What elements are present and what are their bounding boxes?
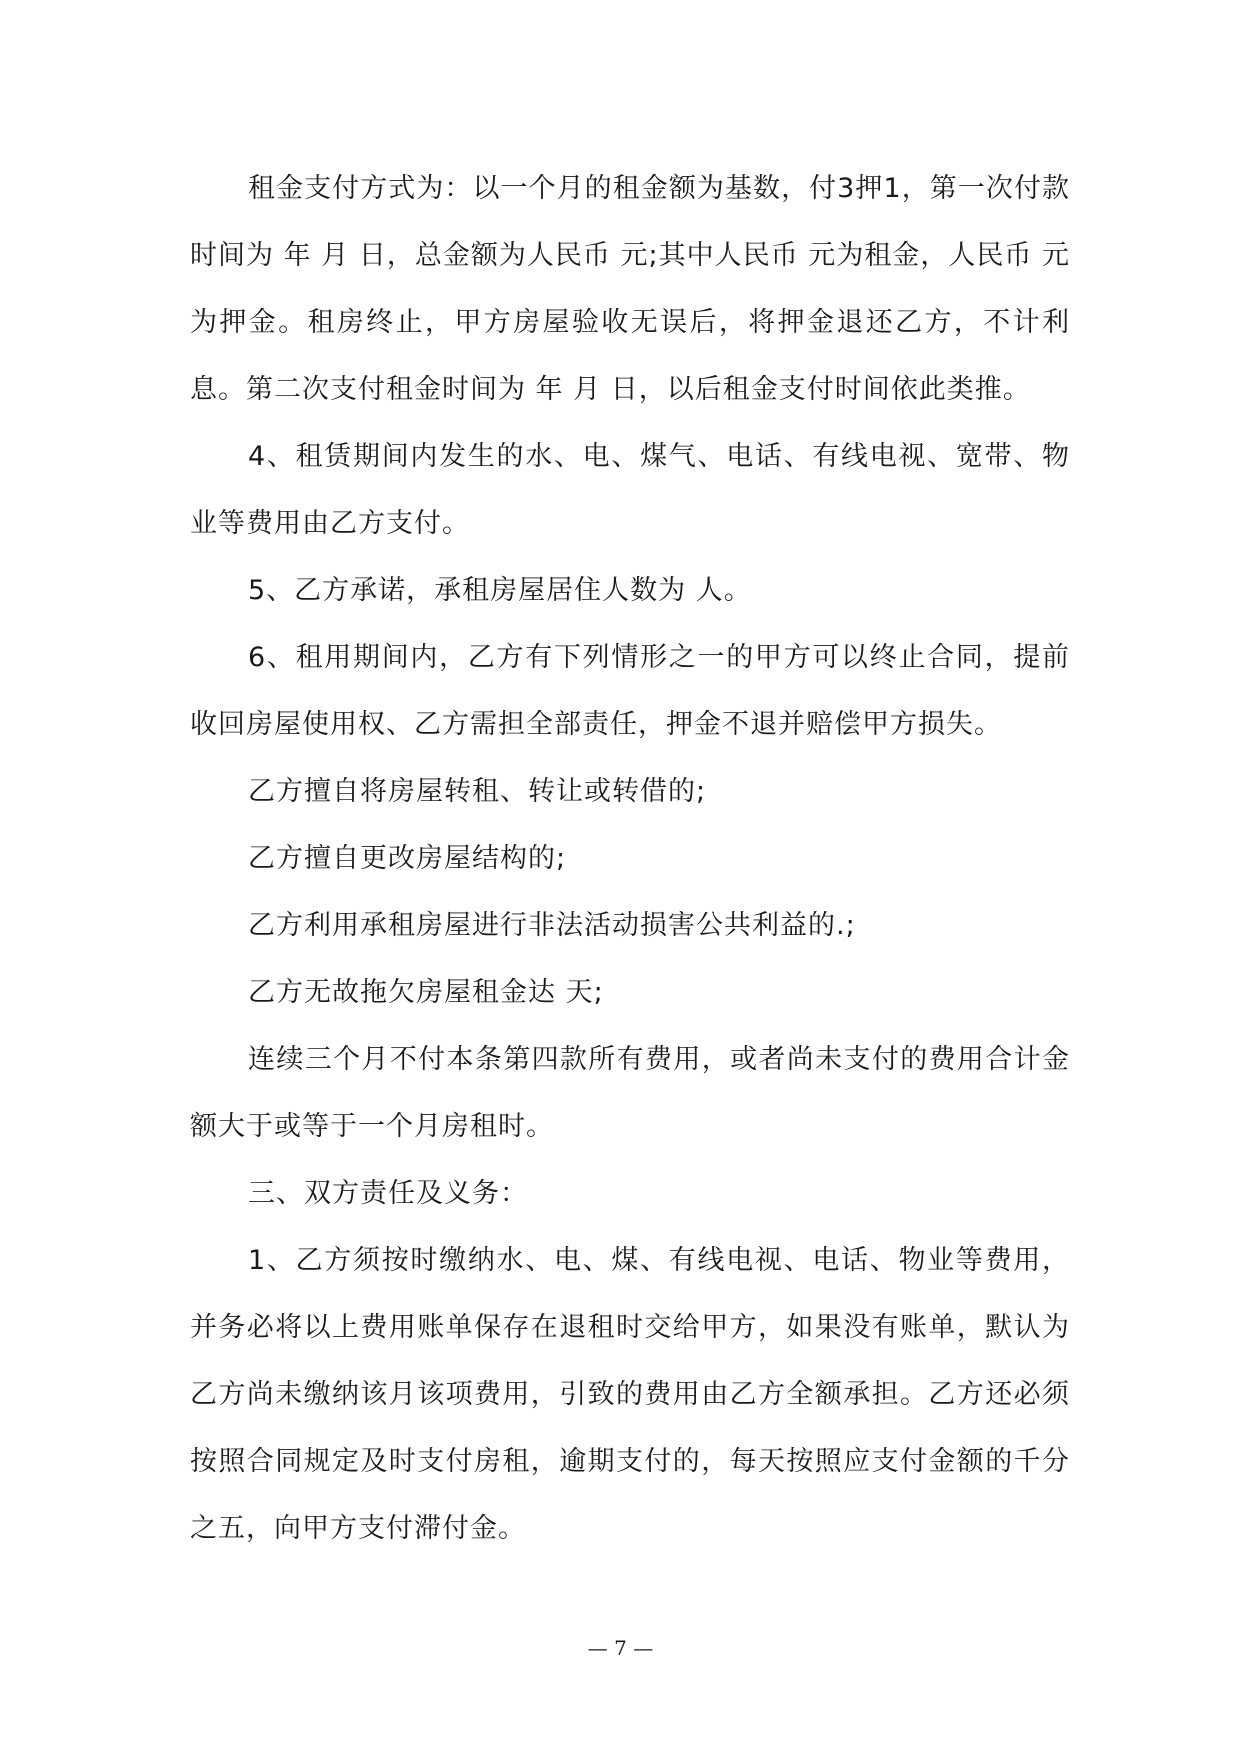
paragraph-illegal-use: 乙方利用承租房屋进行非法活动损害公共利益的.;	[248, 910, 856, 941]
page-number: — 7 —	[587, 1636, 654, 1660]
paragraph-structure-change: 乙方擅自更改房屋结构的;	[248, 843, 567, 874]
paragraph-rent-payment: 租金支付方式为：以一个月的租金额为基数，付3押1，第一次付款时间为 年 月 日，总金额为人民币 元;其中人民币 元为租金，人民币 元为押金。租房终止，甲方房屋验收无误后，将押金退还乙方，不计利息。第二次支付租金时间为 年 月 日，以后租金支付时间依此类推。	[190, 173, 1070, 405]
paragraph-responsibility-1: 1、乙方须按时缴纳水、电、煤、有线电视、电话、物业等费用，并务必将以上费用账单保存在退租时交给甲方，如果没有账单，默认为乙方尚未缴纳该月该项费用，引致的费用由乙方全额承担。乙方还必须按照合同规定及时支付房租，逾期支付的，每天按照应支付金额的千分之五，向甲方支付滞付金。	[190, 1245, 1070, 1544]
paragraph-clause-4: 4、租赁期间内发生的水、电、煤气、电话、有线电视、宽带、物业等费用由乙方支付。	[190, 441, 1070, 539]
paragraph-unpaid-fees: 连续三个月不付本条第四款所有费用，或者尚未支付的费用合计金额大于或等于一个月房租时。	[190, 1044, 1070, 1142]
paragraph-sublet: 乙方擅自将房屋转租、转让或转借的;	[248, 776, 707, 807]
paragraph-clause-6: 6、租用期间内，乙方有下列情形之一的甲方可以终止合同，提前收回房屋使用权、乙方需担全部责任，押金不退并赔偿甲方损失。	[190, 642, 1070, 740]
section-heading-responsibilities: 三、双方责任及义务：	[248, 1178, 528, 1209]
paragraph-rent-arrears: 乙方无故拖欠房屋租金达 天;	[248, 977, 604, 1008]
paragraph-clause-5: 5、乙方承诺，承租房屋居住人数为 人。	[248, 575, 752, 606]
document-body	[190, 155, 1070, 1562]
